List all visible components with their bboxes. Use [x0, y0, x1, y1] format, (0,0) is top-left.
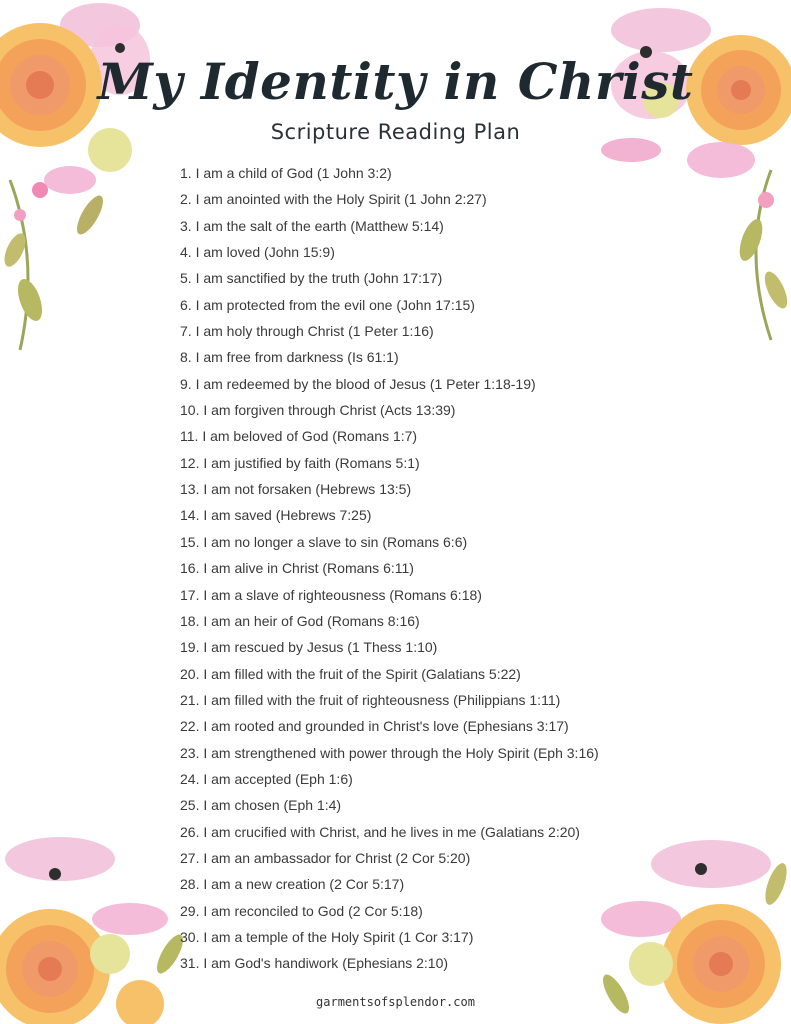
- footer-website: garmentsofsplendor.com: [316, 995, 475, 1009]
- list-item: 23. I am strengthened with power through the Holy Spirit (Eph 3:16): [180, 744, 599, 761]
- list-item: 14. I am saved (Hebrews 7:25): [180, 507, 372, 524]
- list-item: 5. I am sanctified by the truth (John 17:17): [180, 270, 443, 287]
- page-subtitle: Scripture Reading Plan: [270, 120, 521, 144]
- list-item: 31. I am God's handiwork (Ephesians 2:10): [180, 955, 449, 972]
- floral-decoration-bottom-right: [591, 824, 791, 1024]
- list-item: 28. I am a new creation (2 Cor 5:17): [180, 876, 405, 893]
- list-item: 3. I am the salt of the earth (Matthew 5:14): [180, 217, 444, 234]
- list-item: 4. I am loved (John 15:9): [180, 244, 335, 261]
- list-item: 17. I am a slave of righteousness (Romans 6:18): [180, 586, 482, 603]
- list-item: 29. I am reconciled to God (2 Cor 5:18): [180, 902, 423, 919]
- list-item: 25. I am chosen (Eph 1:4): [180, 797, 342, 814]
- list-item: 16. I am alive in Christ (Romans 6:11): [180, 560, 414, 577]
- list-item: 1. I am a child of God (1 John 3:2): [180, 165, 392, 181]
- list-item: 13. I am not forsaken (Hebrews 13:5): [180, 481, 412, 498]
- list-item: 21. I am filled with the fruit of righteousness (Philippians 1:11): [180, 691, 561, 708]
- list-item: 12. I am justified by faith (Romans 5:1): [180, 454, 420, 471]
- list-item: 26. I am crucified with Christ, and he lives in me (Galatians 2:20): [180, 823, 580, 840]
- list-item: 8. I am free from darkness (Is 61:1): [180, 349, 399, 366]
- list-item: 11. I am beloved of God (Romans 1:7): [180, 428, 418, 445]
- list-item: 18. I am an heir of God (Romans 8:16): [180, 612, 420, 629]
- reading-plan-list: [180, 160, 599, 977]
- list-item: 9. I am redeemed by the blood of Jesus (1 Peter 1:18-19): [180, 375, 536, 392]
- list-item: 19. I am rescued by Jesus (1 Thess 1:10): [180, 639, 438, 656]
- list-item: 7. I am holy through Christ (1 Peter 1:16): [180, 323, 434, 340]
- list-item: 24. I am accepted (Eph 1:6): [180, 770, 353, 787]
- list-item: 15. I am no longer a slave to sin (Romans 6:6): [180, 533, 468, 550]
- list-item: 27. I am an ambassador for Christ (2 Cor 5:20): [180, 849, 471, 866]
- list-item: 2. I am anointed with the Holy Spirit (1 John 2:27): [180, 191, 487, 208]
- list-item: 22. I am rooted and grounded in Christ's love (Ephesians 3:17): [180, 718, 569, 735]
- list-item: 30. I am a temple of the Holy Spirit (1 Cor 3:17): [180, 928, 474, 945]
- list-item: 20. I am filled with the fruit of the Spirit (Galatians 5:22): [180, 665, 521, 682]
- list-item: 10. I am forgiven through Christ (Acts 13:39): [180, 402, 456, 419]
- list-item: 6. I am protected from the evil one (John 17:15): [180, 296, 475, 313]
- page-title: My Identity in Christ: [97, 52, 694, 111]
